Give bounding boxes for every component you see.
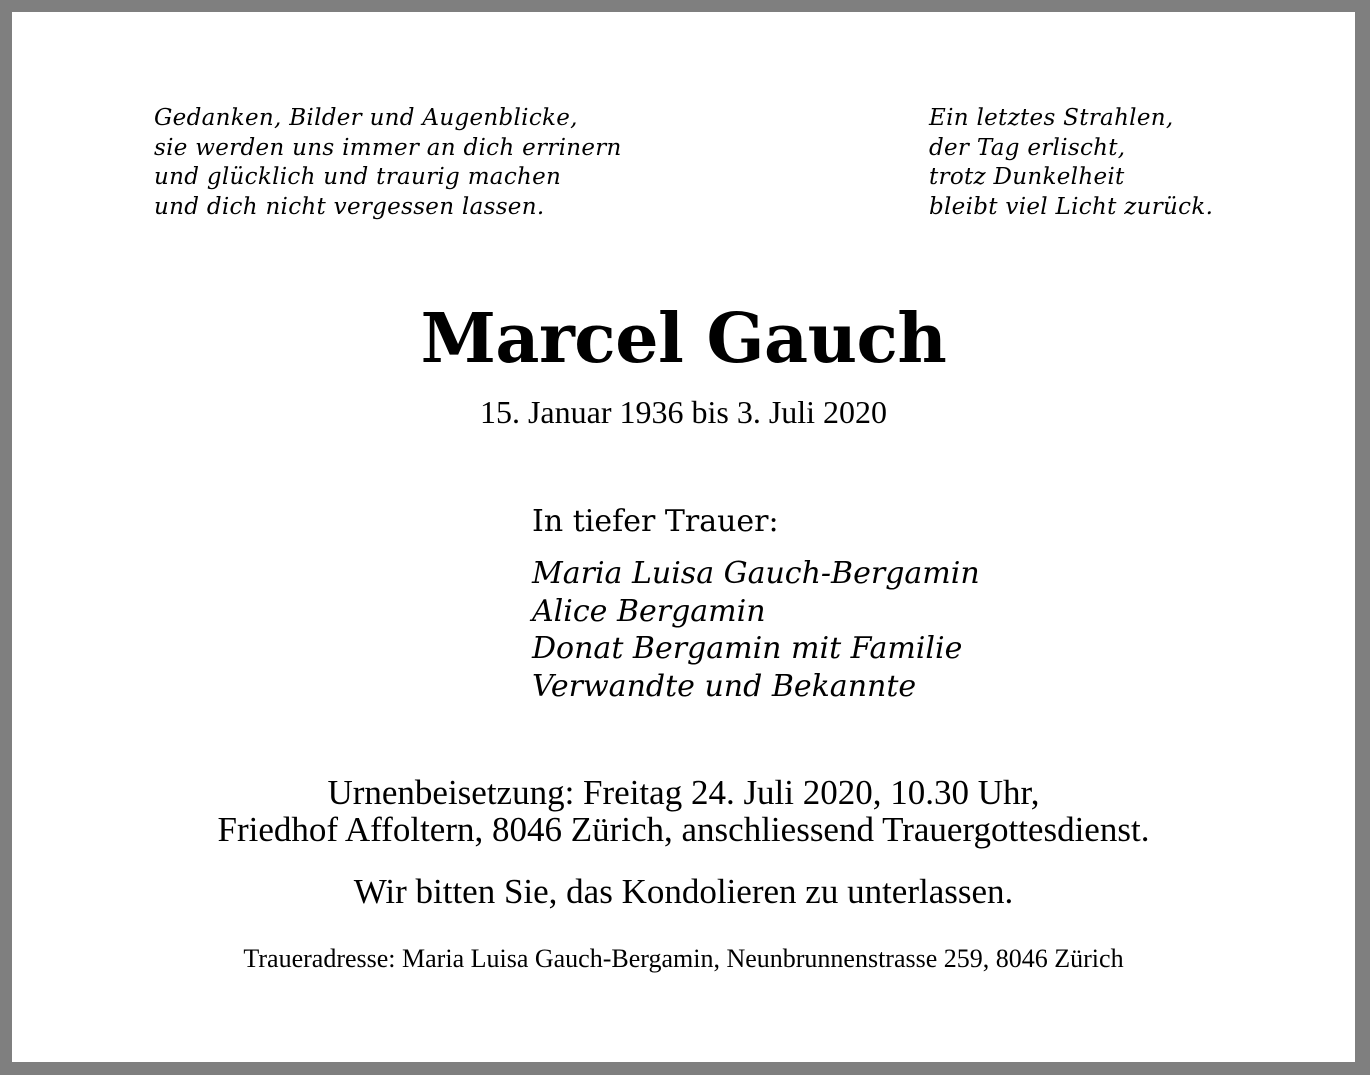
poem-line: sie werden uns immer an dich errinern xyxy=(154,134,622,161)
mourners-list xyxy=(532,555,980,705)
mourning-address: Traueradresse: Maria Luisa Gauch-Bergamin, Neunbrunnenstrasse 259, 8046 Zürich xyxy=(243,944,1124,973)
poem-line: und glücklich und traurig machen xyxy=(154,164,562,190)
deceased-name: Marcel Gauch xyxy=(420,299,947,379)
poem-line: und dich nicht vergessen lassen. xyxy=(154,193,545,220)
poem-right xyxy=(929,104,1213,222)
mourner-name: Alice Bergamin xyxy=(532,593,766,629)
poem-left xyxy=(154,104,622,222)
funeral-line: Urnenbeisetzung: Freitag 24. Juli 2020, 10.30 Uhr, xyxy=(327,773,1040,812)
poem-line: der Tag erlischt, xyxy=(929,134,1126,161)
mourner-name: Maria Luisa Gauch-Bergamin xyxy=(532,556,980,591)
poem-line: bleibt viel Licht zurück. xyxy=(929,193,1214,220)
obituary-notice xyxy=(12,12,1355,1062)
mourner-name: Donat Bergamin mit Familie xyxy=(532,631,963,666)
poem-line: Gedanken, Bilder und Augenblicke, xyxy=(154,105,578,131)
life-dates: 15. Januar 1936 bis 3. Juli 2020 xyxy=(479,394,888,430)
poem-line: Ein letztes Strahlen, xyxy=(929,105,1174,131)
condolence-note: Wir bitten Sie, das Kondolieren zu unterlassen. xyxy=(353,872,1014,911)
funeral-line: Friedhof Affoltern, 8046 Zürich, anschliessend Trauergottesdienst. xyxy=(217,810,1150,849)
poem-line: trotz Dunkelheit xyxy=(929,164,1125,190)
mourner-name: Verwandte und Bekannte xyxy=(532,668,917,704)
mourners-heading: In tiefer Trauer: xyxy=(532,504,779,539)
funeral-details xyxy=(12,774,1355,848)
